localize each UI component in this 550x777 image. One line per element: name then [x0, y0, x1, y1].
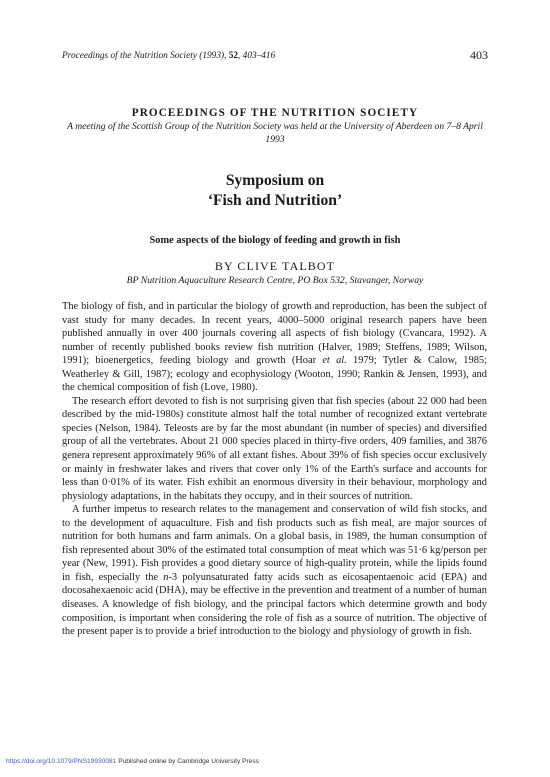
paragraph: The biology of fish, and in particular the biology of growth and reproduction, has been the subject of vast study for many decades. In recent years, 4000–5000 original research papers have been published annually in over 400 journals covering all aspects of fish biology (Cvancara, 1992). A number of recently published books review fish nutrition (Halver, 1989; Steffens, 1989; Wilson, 1991); bioenergetics, feeding biology and growth (Hoar et al. 1979; Tytler & Calow, 1985; Weatherley & Gill, 1987); ecology and ecophysiology (Wooton, 1990; Rankin & Jensen, 1993), and the chemical composition of fish (Love, 1980).: [62, 301, 487, 394]
publisher-note: Published online by Cambridge University Press: [116, 758, 259, 765]
meeting-description: A meeting of the Scottish Group of the Nutrition Society was held at the University of Aberdeen on 7–8 April 1993: [67, 121, 483, 145]
author-byline: BY CLIVE TALBOT: [214, 259, 336, 273]
journal-citation: Proceedings of the Nutrition Society (1993), 52, 403–416: [62, 51, 276, 61]
paragraph: A further impetus to research relates to the management and conservation of wild fish stocks, and to the development of aquaculture. Fish and fish products such as fish meal, are major sources of nutrition for both humans and farm animals. On a global basis, in 1989, the human consumption of fish represented about 30% of the estimated total consumption of meat which was 51·6 kg/person per year (New, 1991). Fish provides a good dietary source of high-quality protein, while the lipids found in fish, especially the n-3 polyunsaturated fatty acids such as eicosapentaenoic acid (EPA) and docosahexaenoic acid (DHA), may be effective in the prevention and treatment of a number of human diseases. A knowledge of fish biology, and the principal factors which determine growth and body composition, is important when considering the role of fish as a source of nutrition. The objective of the present paper is to provide a brief introduction to the biology and physiology of growth in fish.: [62, 504, 487, 638]
running-head: [62, 48, 488, 65]
symposium-line-2: ‘Fish and Nutrition’: [207, 191, 343, 209]
paragraph: The research effort devoted to fish is not surprising given that fish species (about 22 000 had been described by the mid-1980s) constitute almost half the total number of recognized extant vertebrate species (Nelson, 1984). Teleosts are by far the most abundant (in number of species) and diversified group of all the vertebrates. About 21 000 species placed in thirty-five orders, 409 families, and 3876 genera represent approximately 96% of all extant fishes. About 39% of fish species occur exclusively or mainly in freshwater lakes and rivers that cover only 1% of the Earth's surface and accounts for less than 0·01% of its water. Fish exhibit an enormous diversity in their behaviour, morphology and physiology adaptations, in the habitats they occupy, and in their sources of nutrition.: [62, 395, 487, 502]
page-number: 403: [470, 48, 488, 62]
doi-link[interactable]: https://doi.org/10.1079/PNS19930081: [6, 758, 117, 765]
proceedings-title: PROCEEDINGS OF THE NUTRITION SOCIETY: [131, 107, 419, 119]
article-body: [62, 300, 487, 639]
symposium-line-1: Symposium on: [225, 172, 325, 189]
author-affiliation: BP Nutrition Aquaculture Research Centre, PO Box 532, Stavanger, Norway: [126, 275, 424, 286]
symposium-title: [62, 171, 488, 210]
volume-number: 52: [228, 51, 239, 61]
journal-name: Proceedings of the Nutrition Society: [62, 51, 197, 61]
page-footer: [6, 758, 259, 765]
paper-title: Some aspects of the biology of feeding and growth in fish: [149, 235, 401, 246]
